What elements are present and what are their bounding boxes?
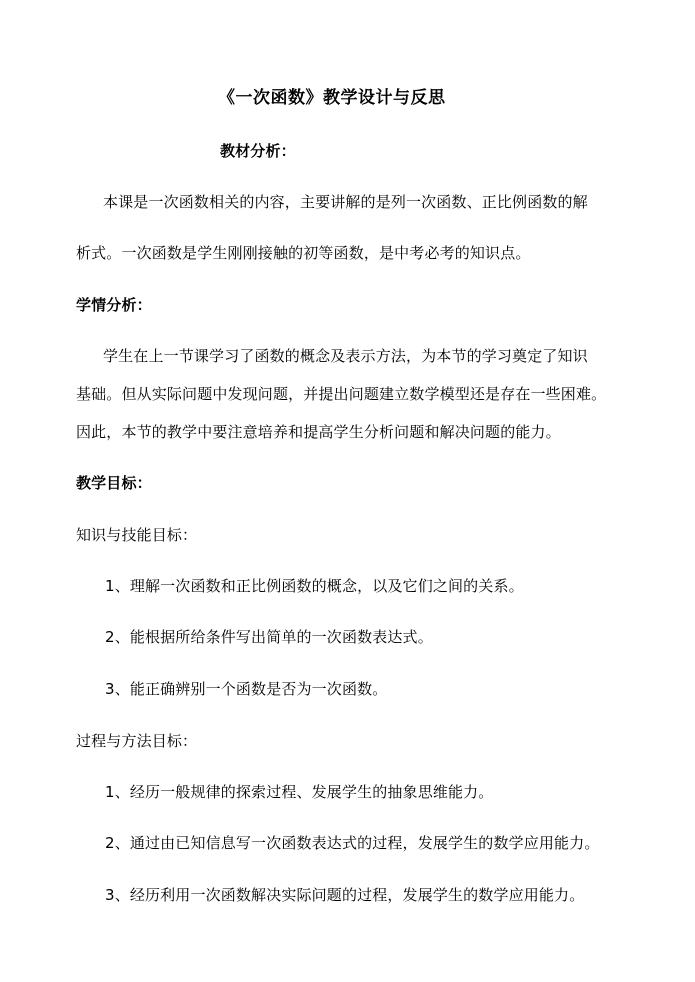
list-item: 2、能根据所给条件写出简单的一次函数表达式。 bbox=[105, 628, 433, 646]
paragraph-line: 因此，本节的教学中要注意培养和提高学生分析问题和解决问题的能力。 bbox=[76, 423, 561, 441]
list-item: 3、能正确辨别一个函数是否为一次函数。 bbox=[105, 680, 388, 698]
list-item: 3、经历利用一次函数解决实际问题的过程，发展学生的数学应用能力。 bbox=[105, 886, 585, 904]
list-item: 1、理解一次函数和正比例函数的概念，以及它们之间的关系。 bbox=[105, 577, 524, 595]
paragraph-line: 学生在上一节课学习了函数的概念及表示方法，为本节的学习奠定了知识 bbox=[103, 347, 588, 365]
list-item: 2、通过由已知信息写一次函数表达式的过程，发展学生的数学应用能力。 bbox=[105, 834, 600, 852]
paragraph-line: 基础。但从实际问题中发现问题，并提出问题建立数学模型还是存在一些困难。 bbox=[76, 385, 607, 403]
teaching-goals-heading: 教学目标： bbox=[76, 474, 152, 492]
material-analysis-heading: 教材分析： bbox=[220, 142, 296, 160]
page-title: 《一次函数》教学设计与反思 bbox=[218, 88, 446, 108]
paragraph-line: 本课是一次函数相关的内容，主要讲解的是列一次函数、正比例函数的解 bbox=[103, 193, 588, 211]
knowledge-goals-heading: 知识与技能目标： bbox=[76, 526, 198, 544]
student-analysis-heading: 学情分析： bbox=[76, 296, 152, 314]
process-goals-heading: 过程与方法目标： bbox=[76, 732, 198, 750]
paragraph-line: 析式。一次函数是学生刚刚接触的初等函数，是中考必考的知识点。 bbox=[76, 244, 531, 262]
list-item: 1、经历一般规律的探索过程、发展学生的抽象思维能力。 bbox=[105, 783, 494, 801]
